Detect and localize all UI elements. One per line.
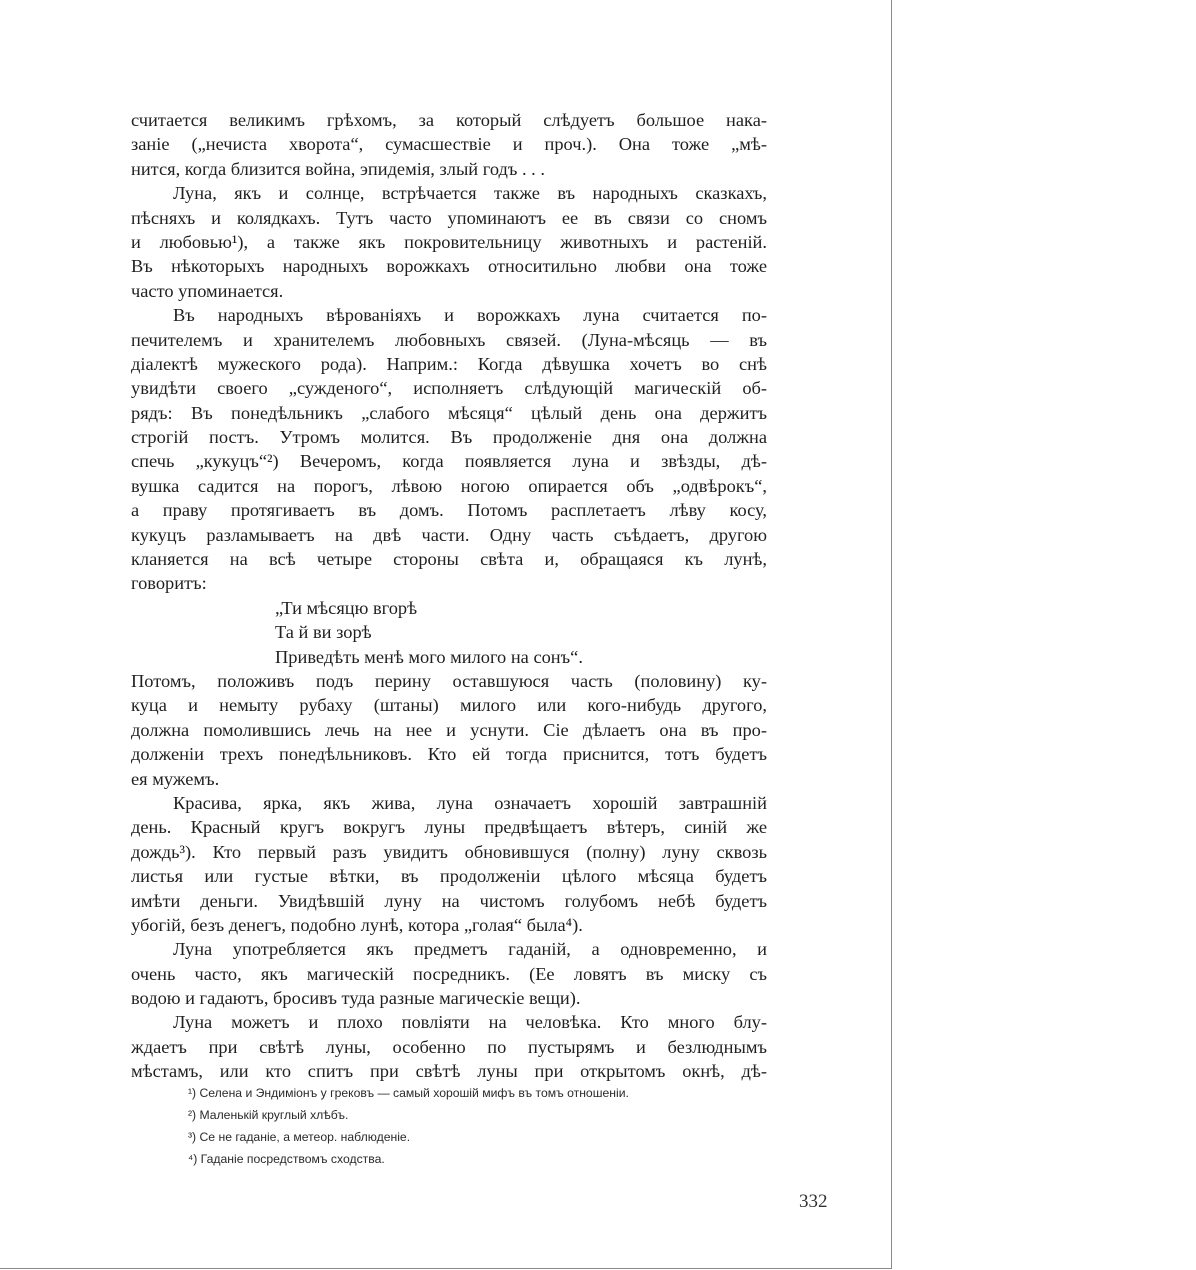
text-line: говоритъ: <box>131 573 207 594</box>
text-line: должна помолившись лечь на нее и уснути. Сіе дѣлаетъ она въ про- <box>131 719 767 740</box>
footnotes <box>188 1082 768 1170</box>
text-line: строгій постъ. Утромъ молится. Въ продолженіе дня она должна <box>131 427 767 448</box>
text-line: пѣсняхъ и колядкахъ. Тутъ часто упоминаютъ ее въ связи со сномъ <box>131 207 767 228</box>
text-line: кланяется на всѣ четыре стороны свѣта и, обращаяся къ лунѣ, <box>131 549 767 570</box>
text-line: ея мужемъ. <box>131 768 220 789</box>
text-line: считается великимъ грѣхомъ, за который слѣдуетъ большое нака- <box>131 110 767 130</box>
text-line: убогій, безъ денегъ, подобно лунѣ, котора „голая“ была⁴). <box>131 914 583 935</box>
text-line: Красива, ярка, якъ жива, луна означаетъ хорошій завтрашній <box>173 792 767 813</box>
text-line: кукуцъ разламываетъ на двѣ части. Одну часть съѣдаетъ, другою <box>131 524 767 545</box>
text-line: мѣстамъ, или кто спитъ при свѣтѣ луны при открытомъ окнѣ, дѣ- <box>131 1061 767 1082</box>
text-line: куца и немыту рубаху (штаны) милого или кого-нибудь другого, <box>131 695 767 716</box>
body-text <box>131 108 767 1084</box>
footnote: ⁴) Гаданіе посредствомъ сходства. <box>188 1152 385 1166</box>
text-line: рядъ: Въ понедѣльникъ „слабого мѣсяця“ цѣлый день она держитъ <box>131 402 767 423</box>
text-line: печителемъ и хранителемъ любовныхъ связей. (Луна-мѣсяць — въ <box>131 329 767 350</box>
text-line: „Ти мѣсяцю вгорѣ <box>275 597 418 618</box>
text-line: діалектѣ мужеского рода). Наприм.: Когда дѣвушка хочетъ во снѣ <box>131 353 767 374</box>
text-line: Въ нѣкоторыхъ народныхъ ворожкахъ относитильно любви она тоже <box>131 256 767 277</box>
text-line: Луна употребляется якъ предметъ гаданій, а одновременно, и <box>173 939 767 960</box>
text-line: очень часто, якъ магическій посредникъ. (Ее ловятъ въ миску съ <box>131 963 767 984</box>
text-line: Потомъ, положивъ подъ перину оставшуюся часть (половину) ку- <box>131 670 767 691</box>
text-line: спечь „кукуцъ“²) Вечеромъ, когда появляется луна и звѣзды, дѣ- <box>131 451 767 472</box>
text-line: Та й ви зорѣ <box>275 622 372 643</box>
text-line: ждаетъ при свѣтѣ луны, особенно по пустырямъ и безлюднымъ <box>131 1036 767 1057</box>
page-number: 332 <box>799 1191 828 1212</box>
text-line: Луна, якъ и солнце, встрѣчается также въ народныхъ сказкахъ, <box>173 183 767 204</box>
text-line: Луна можетъ и плохо повліяти на человѣка. Кто много блу- <box>173 1012 767 1033</box>
footnote: ¹) Селена и Эндиміонъ у грековъ — самый хорошій мифъ въ томъ отношеніи. <box>188 1086 629 1100</box>
text-line: имѣти деньги. Увидѣвшій луну на чистомъ голубомъ небѣ будетъ <box>131 890 767 911</box>
text-line: водою и гадаютъ, бросивъ туда разные магическіе вещи). <box>131 988 581 1009</box>
text-line: долженіи трехъ понедѣльниковъ. Кто ей тогда приснится, тотъ будетъ <box>131 744 767 765</box>
text-line: часто упоминается. <box>131 280 284 301</box>
text-line: Въ народныхъ вѣрованіяхъ и ворожкахъ луна считается по- <box>173 305 767 326</box>
text-line: дождь³). Кто первый разъ увидитъ обновившуся (полну) луну сквозь <box>131 841 767 862</box>
text-line: заніе („нечиста хворота“, сумасшествіе и проч.). Она тоже „мѣ- <box>131 134 767 155</box>
text-line: нится, когда близится война, эпидемія, злый годъ . . . <box>131 158 545 179</box>
footnote: ³) Се не гаданіе, а метеор. наблюденіе. <box>188 1130 411 1144</box>
text-line: а праву протягиваетъ въ домъ. Потомъ расплетаетъ лѣву косу, <box>131 500 767 521</box>
text-line: день. Красный кругъ вокругъ луны предвѣщаетъ вѣтеръ, синій же <box>131 817 767 838</box>
text-line: увидѣти своего „сужденого“, исполняетъ слѣдующій магическій об- <box>131 378 767 399</box>
footnote: ²) Маленькій круглый хлѣбъ. <box>188 1108 349 1122</box>
text-line: листья или густые вѣтки, въ продолженіи цѣлого мѣсяца будетъ <box>131 866 767 887</box>
text-line: Приведѣть менѣ мого милого на сонъ“. <box>275 646 583 667</box>
text-line: вушка садится на порогъ, лѣвою ногою опирается объ „одвѣрокъ“, <box>131 475 767 496</box>
text-line: и любовью¹), а также якъ покровительницу животныхъ и растеній. <box>131 231 767 252</box>
